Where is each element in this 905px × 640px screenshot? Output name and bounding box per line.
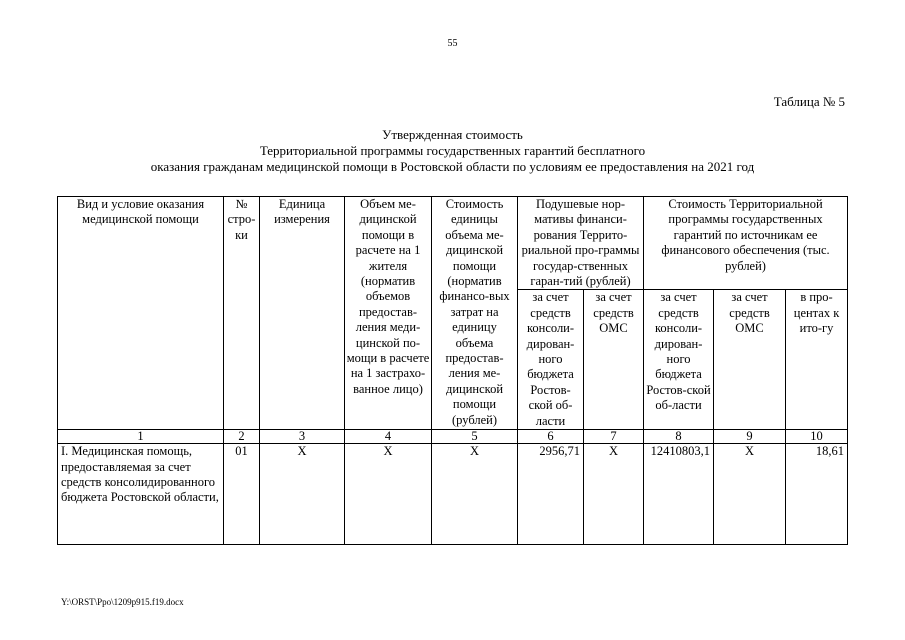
title-line-1: Утвержденная стоимость (382, 127, 523, 142)
cell-cost-budget: 12410803,1 (644, 444, 714, 545)
file-path-footer: Y:\ORST\Ppo\1209p915.f19.docx (61, 597, 184, 607)
column-number: 10 (786, 430, 848, 444)
subheader-oms: за счет средств ОМС (584, 290, 644, 430)
cell-percent: 18,61 (786, 444, 848, 545)
page-number: 55 (447, 38, 458, 49)
column-number: 1 (58, 430, 224, 444)
header-volume: Объем ме-дицинской помощи в расчете на 1 жителя (норматив объемов предостав-ления меди-цинской по-мощи в расчете на 1 застрахо-ванное лицо) (345, 197, 432, 430)
header-per-capita-group: Подушевые нор-мативы финанси-рования Террито-риальной про-граммы государ-ственных гаран-тий (рублей) (518, 197, 644, 290)
title-line-3: оказания гражданам медицинской помощи в Ростовской области по условиям ее предоставления на 2021 год (150, 159, 755, 174)
header-row (58, 197, 848, 290)
column-number: 5 (432, 430, 518, 444)
cell-unit: Х (260, 444, 345, 545)
cell-volume: Х (345, 444, 432, 545)
table-row (58, 444, 848, 545)
column-number: 7 (584, 430, 644, 444)
header-program-cost-group: Стоимость Территориальной программы государственных гарантий по источникам ее финансового обеспечения (тыс. рублей) (644, 197, 848, 290)
column-number: 3 (260, 430, 345, 444)
subheader-consolidated-budget: за счет средств консоли-дирован-ного бюджета Ростов-ской об-ласти (644, 290, 714, 430)
column-number: 9 (714, 430, 786, 444)
header-unit-cost: Стоимость единицы объема ме-дицинской помощи (норматив финансо-вых затрат на единицу объема предостав-ления ме-дицинской помощи (рублей) (432, 197, 518, 430)
header-row-number: № стро-ки (224, 197, 260, 430)
cell-per-capita-budget: 2956,71 (518, 444, 584, 545)
subheader-consolidated-budget: за счет средств консоли-дирован-ного бюджета Ростов-ской об-ласти (518, 290, 584, 430)
table-label: Таблица № 5 (773, 94, 845, 109)
column-number-row (58, 430, 848, 444)
subheader-oms: за счет средств ОМС (714, 290, 786, 430)
cell-per-capita-oms: Х (584, 444, 644, 545)
document-title (0, 127, 905, 175)
header-type-of-care: Вид и условие оказания медицинской помощи (58, 197, 224, 430)
title-line-2: Территориальной программы государственных гарантий бесплатного (259, 143, 646, 158)
cell-unit-cost: Х (432, 444, 518, 545)
column-number: 8 (644, 430, 714, 444)
cell-care-type: I. Медицинская помощь, предоставляемая за счет средств консолидированного бюджета Ростовской области, (58, 444, 224, 545)
cell-row-number: 01 (224, 444, 260, 545)
column-number: 2 (224, 430, 260, 444)
cell-cost-oms: Х (714, 444, 786, 545)
subheader-percent: в про-центах к ито-гу (786, 290, 848, 430)
cost-table (57, 196, 848, 545)
column-number: 6 (518, 430, 584, 444)
column-number: 4 (345, 430, 432, 444)
header-unit: Единица измерения (260, 197, 345, 430)
